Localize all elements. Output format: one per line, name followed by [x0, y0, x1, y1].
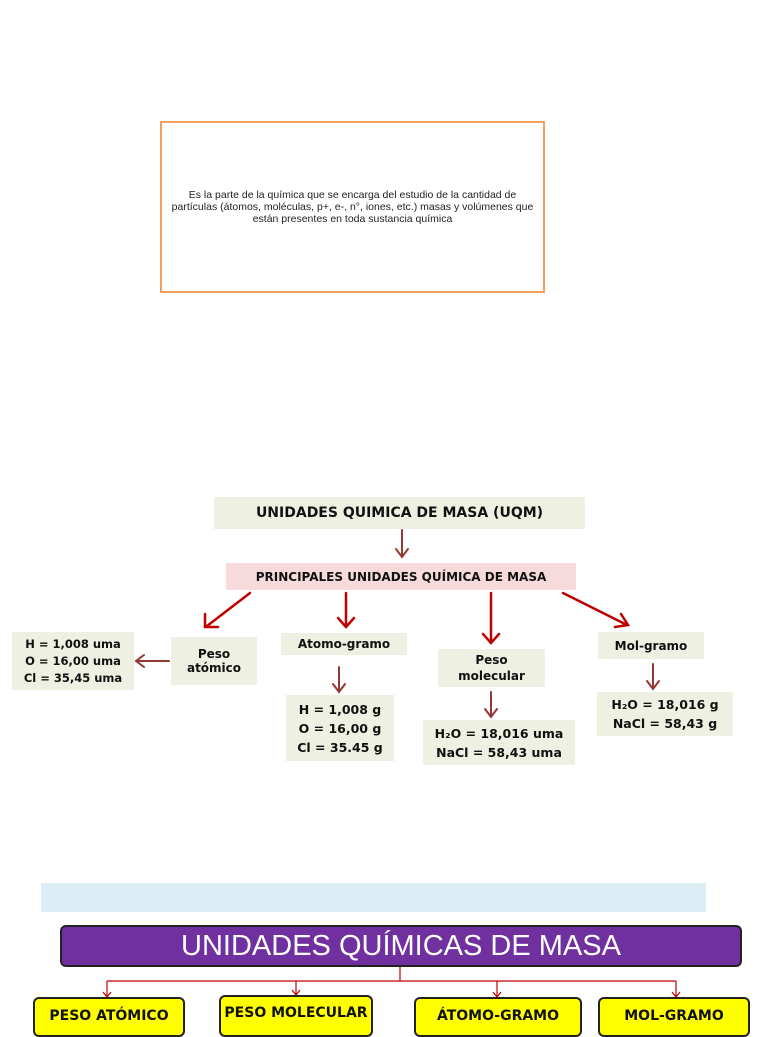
peso-atomico-value: Cl = 35,45 uma — [23, 670, 123, 685]
peso-atomico-value: H = 1,008 uma — [25, 636, 121, 651]
peso-molecular-label-2: molecular — [458, 669, 525, 683]
atomo-gramo-value: Cl = 35.45 g — [297, 739, 383, 755]
mol-gramo-value: NaCl = 58,43 g — [612, 716, 718, 731]
peso-molecular-label-1: Peso — [475, 653, 508, 667]
peso-atomico-label-2: atómico — [186, 661, 242, 675]
peso-molecular-value: NaCl = 58,43 uma — [436, 744, 562, 760]
atomo-gramo-value: O = 16,00 g — [298, 720, 382, 736]
uqm-title: UNIDADES QUIMICA DE MASA (UQM) — [255, 505, 544, 521]
peso-molecular-category — [219, 995, 373, 1037]
definition-text: Es la parte de la química que se encarga del estudio de la cantidad de partículas (átomos, moléculas, p+, e-, n°, iones, etc.) masas y volúmenes que están presentes en toda sustancia química — [171, 189, 534, 225]
mol-gramo-category-label: MOL-GRAMO — [624, 1008, 724, 1024]
atomo-gramo-label: Atomo-gramo — [297, 637, 391, 651]
peso-molecular-category-label: PESO MOLECULAR — [224, 1005, 368, 1021]
peso-atomico-value: O = 16,00 uma — [25, 653, 121, 668]
peso-atomico-category-label: PESO ATÓMICO — [49, 1008, 169, 1024]
atomo-gramo-value: H = 1,008 g — [298, 701, 382, 717]
atomo-gramo-category-label: ÁTOMO-GRAMO — [436, 1008, 560, 1024]
mol-gramo-value: H₂O = 18,016 g — [611, 697, 719, 712]
peso-atomico-label-1: Peso — [197, 647, 231, 661]
mol-gramo-label: Mol-gramo — [614, 638, 688, 653]
peso-atomico-category — [33, 997, 185, 1037]
atomo-gramo-category — [414, 997, 582, 1037]
peso-molecular-value: H₂O = 18,016 uma — [434, 725, 564, 741]
bottom-title: UNIDADES QUÍMICAS DE MASA — [181, 929, 621, 962]
mol-gramo-category — [598, 997, 750, 1037]
principal-units-title: PRINCIPALES UNIDADES QUÍMICA DE MASA — [255, 569, 547, 584]
